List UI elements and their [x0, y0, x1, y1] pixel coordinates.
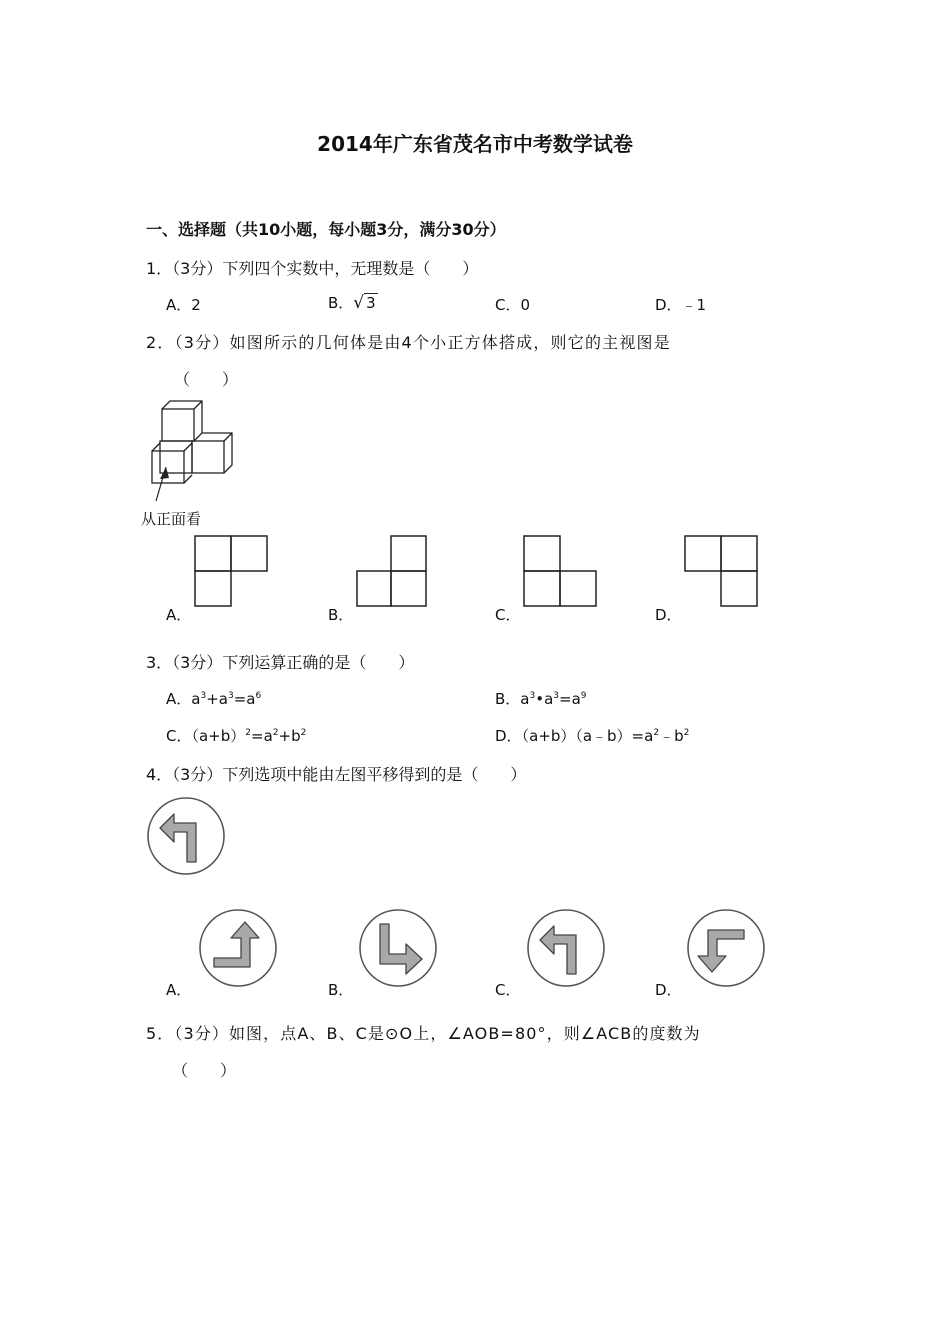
q2-solid-figure: [140, 395, 250, 515]
q4-option-b-arrow-icon: [358, 908, 440, 990]
page-title: 2014年广东省茂名市中考数学试卷: [317, 132, 633, 156]
q3-b-p4: =a: [559, 690, 581, 708]
q4-reference-turn-left-arrow-icon: [146, 796, 228, 878]
q2-figure-caption: 从正面看: [141, 510, 202, 528]
q2-option-a: A．: [166, 606, 192, 624]
q3-option-b-label: B．: [495, 690, 521, 708]
q3-b-p3: 3: [553, 691, 560, 701]
q1-option-b: [328, 292, 378, 313]
section-heading: 一、选择题（共10小题，每小题3分，满分30分）: [146, 220, 506, 239]
question-2: 2．（3分）如图所示的几何体是由4个小正方体搭成，则它的主视图是: [146, 333, 671, 352]
q3-option-a-label: A．: [166, 690, 192, 708]
q1-option-b-radicand: 3: [366, 294, 376, 312]
q3-option-c-label: C．: [166, 727, 192, 745]
q3-option-d-label: D．: [495, 727, 522, 745]
question-2-paren: （ ）: [174, 370, 239, 389]
question-1: 1．（3分）下列四个实数中，无理数是（ ）: [146, 259, 479, 278]
q2-option-c: C．: [495, 606, 521, 624]
q3-option-a: [166, 688, 261, 709]
q3-d-p3: 2: [683, 728, 690, 738]
q3-d-p0: （a+b）（a﹣b）=a: [521, 727, 654, 745]
question-3: 3．（3分）下列运算正确的是（ ）: [146, 653, 415, 672]
q3-option-d: [495, 725, 689, 746]
q4-option-c-arrow-icon: [526, 908, 608, 990]
q3-option-c: [166, 725, 306, 746]
q3-a-p2: +a: [206, 690, 228, 708]
q4-option-c: C．: [495, 981, 521, 999]
q2-option-d-view: [684, 535, 758, 607]
q4-option-b: B．: [328, 981, 354, 999]
q1-option-b-label: B．: [328, 294, 354, 312]
question-4: 4．（3分）下列选项中能由左图平移得到的是（ ）: [146, 765, 527, 784]
q4-option-a-arrow-icon: [198, 908, 280, 990]
q2-option-c-view: [523, 535, 597, 607]
q3-a-p5: 6: [255, 691, 262, 701]
q4-option-d: D．: [655, 981, 682, 999]
q3-d-p1: 2: [653, 728, 660, 738]
q3-a-p0: a: [191, 690, 201, 708]
q2-option-b-view: [356, 535, 428, 607]
q3-b-p0: a: [520, 690, 530, 708]
sqrt-symbol: √ 3: [353, 293, 376, 313]
q3-c-p0: （a+b）: [191, 727, 246, 745]
q2-option-a-view: [194, 535, 268, 607]
q1-option-a: A．2: [166, 296, 201, 314]
question-5: 5．（3分）如图，点A、B、C是⊙O上，∠AOB=80°，则∠ACB的度数为: [146, 1024, 701, 1043]
q3-b-p2: •a: [535, 690, 554, 708]
question-5-paren: （ ）: [172, 1061, 237, 1080]
q1-option-c: C．0: [495, 296, 531, 314]
q3-a-p1: 3: [200, 691, 207, 701]
q4-option-a: A．: [166, 981, 192, 999]
q3-b-p1: 3: [529, 691, 536, 701]
q3-c-p3: 2: [272, 728, 279, 738]
q4-option-d-arrow-icon: [686, 908, 768, 990]
q3-a-p4: =a: [233, 690, 256, 708]
q3-c-p1: 2: [245, 728, 252, 738]
q3-d-p2: ﹣b: [659, 727, 684, 745]
q1-option-d: D．﹣1: [655, 296, 707, 314]
q2-option-d: D．: [655, 606, 682, 624]
q3-c-p4: +b: [278, 727, 301, 745]
q3-c-p5: 2: [300, 728, 307, 738]
q3-option-b: [495, 688, 587, 709]
q2-option-b: B．: [328, 606, 354, 624]
q3-b-p5: 9: [580, 691, 587, 701]
q3-a-p3: 3: [227, 691, 234, 701]
q3-c-p2: =a: [251, 727, 273, 745]
